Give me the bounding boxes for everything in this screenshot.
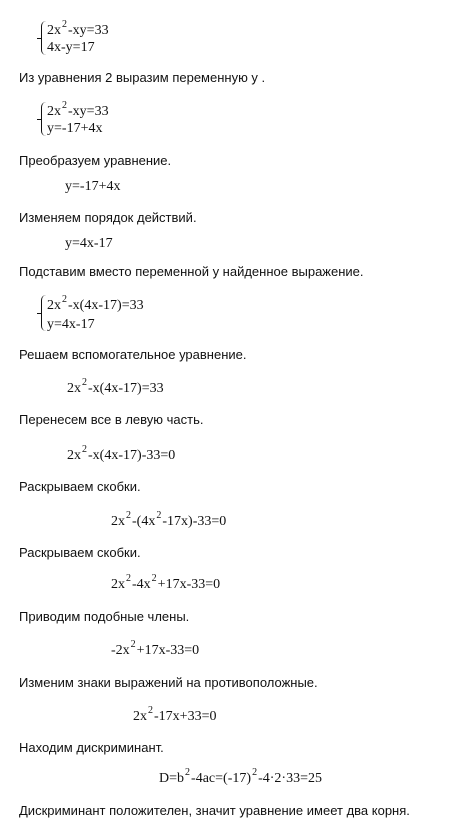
step-text: Решаем вспомогательное уравнение. <box>19 347 247 362</box>
step-text: Подставим вместо переменной y найденное выражение. <box>19 264 364 279</box>
system-equation-1: $2x^2-xy=33$ <box>47 100 109 119</box>
system-equation-1: $2x^2-xy=33$ <box>47 19 109 38</box>
step-text: Раскрываем скобки. <box>19 545 141 560</box>
step-text: Перенесем все в левую часть. <box>19 412 204 427</box>
equation: $2x^2-x(4x-17)-33=0$ <box>67 444 176 463</box>
equation: $2x^2-x(4x-17)=33$ <box>67 377 164 396</box>
step-text: Дискриминант положителен, значит уравнение имеет два корня. <box>19 803 410 818</box>
system-brace <box>41 21 46 55</box>
system-equation-2: y=-17+4x <box>47 121 103 136</box>
equation: y=-17+4x <box>65 179 121 194</box>
step-text: Из уравнения 2 выразим переменную y . <box>19 70 266 85</box>
step-text: Изменяем порядок действий. <box>19 210 197 225</box>
system-brace <box>41 102 46 136</box>
step-text: Изменим знаки выражений на противоположные. <box>19 675 318 690</box>
step-text: Находим дискриминант. <box>19 740 164 755</box>
equation: y=4x-17 <box>65 236 113 251</box>
step-text: Приводим подобные члены. <box>19 609 190 624</box>
step-text: Раскрываем скобки. <box>19 479 141 494</box>
equation: $D=b^2-4ac=(-17)^2-4\cdot 2\cdot 33=25$ <box>159 767 322 786</box>
equation: $-2x^2+17x-33=0$ <box>111 639 200 658</box>
step-text: Преобразуем уравнение. <box>19 153 172 168</box>
system-brace <box>41 295 46 331</box>
system-equation-1: $2x^2-x(4x-17)=33$ <box>47 294 144 313</box>
equation: $2x^2-(4x^2-17x)-33=0$ <box>111 510 227 529</box>
system-equation-2: 4x-y=17 <box>47 40 95 55</box>
equation: $2x^2-17x+33=0$ <box>133 705 217 724</box>
system-equation-2: y=4x-17 <box>47 317 95 332</box>
equation: $2x^2-4x^2+17x-33=0$ <box>111 573 221 592</box>
